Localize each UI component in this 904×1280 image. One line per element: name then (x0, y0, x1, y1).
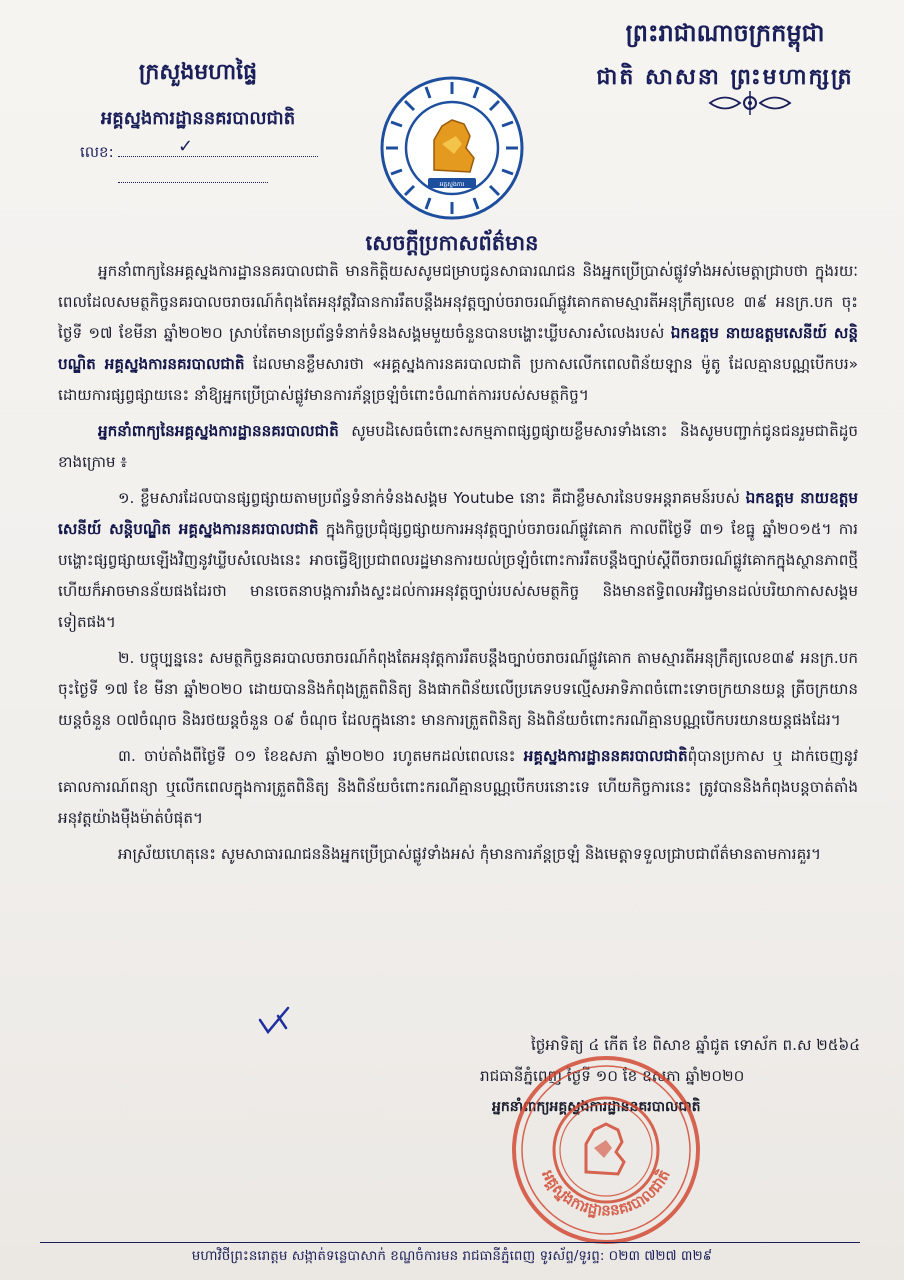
lunar-date: ថ្ងៃអាទិត្យ ៤ កើត ខែ ពិសាខ ឆ្នាំជូត ទោស័ក ព.ស ២៥៦៤ (530, 1036, 860, 1054)
place-and-date: រាជធានីភ្នំពេញ ថ្ងៃទី ១០ ខែ ឧសភា ឆ្នាំ២០២០ (480, 1067, 745, 1085)
paragraph-conclusion: អាស្រ័យហេតុនេះ សូមសាធារណជននិងអ្នកប្រើប្រាស់ផ្លូវទាំងអស់ កុំមានការភ័ន្តច្រឡំ និងមេត្តាទទួលជ្រាបជាព័ត៌មានតាមការគួរ។ (118, 845, 822, 863)
logo-caption: អគ្គស្នងការ (439, 181, 465, 188)
reference-number (80, 136, 318, 165)
paragraph-denial (58, 416, 858, 478)
official-name-bold: ឯកឧត្តម នាយឧត្តមសេនីយ៍ សន្តិបណ្ឌិត អគ្គស្នងការនគរបាលជាតិ (58, 324, 858, 373)
department-name: អគ្គស្នងការដ្ឋាននគរបាលជាតិ (100, 108, 296, 129)
right-header (560, 18, 890, 95)
kingdom-name: ព្រះរាជាណាចក្រកម្ពុជា (625, 19, 825, 47)
paragraph-intro (58, 256, 858, 411)
police-emblem-logo (378, 74, 526, 222)
left-header (48, 50, 348, 133)
signatory-title: អ្នកនាំពាក្យអគ្គស្នងការដ្ឋាននគរបាលជាតិ (492, 1099, 701, 1115)
paragraph-text: ៣. ចាប់តាំងពីថ្ងៃទី ០១ ខែឧសភា ឆ្នាំ២០២០ រហូតមកដល់ពេលនេះ (118, 747, 524, 765)
national-motto: ជាតិ សាសនា ព្រះមហាក្សត្រ (596, 65, 854, 90)
paragraph-text: សូមបដិសេធចំពោះសកម្មភាពផ្សព្វផ្សាយខ្លឹមសារទាំងនោះ និងសូមបញ្ជាក់ជូនជនរួមជាតិដូចខាងក្រោម ៖ (58, 422, 858, 471)
footer-divider (40, 1242, 860, 1243)
official-name-bold: ឯកឧត្តម នាយឧត្តមសេនីយ៍ សន្តិបណ្ឌិត អគ្គស្នងការនគរបាលជាតិ (58, 489, 858, 538)
paragraph-point-1 (58, 483, 858, 638)
paragraph-point-3 (58, 741, 858, 834)
footer-address: មហាវិថីព្រះនរោត្តម សង្កាត់ទន្លេបាសាក់ ខណ្ឌចំការមន រាជធានីភ្នំពេញ ទូរស័ព្ទ/ទូរព្ទ: ០២៣ ៧២៧ ៣២៩ (191, 1248, 713, 1264)
pen-mark-icon (256, 1002, 292, 1038)
document-body (58, 256, 858, 875)
document-title: សេចក្ដីប្រកាសព័ត៌មាន (365, 231, 539, 255)
paragraph-text: ពុំបានប្រកាស ឬ ដាក់ចេញនូវគោលការណ៍ពន្យា ឬលើកពេលក្នុងការត្រួតពិនិត្យ និងពិន័យចំពោះករណីគ្មានបណ្ណបើកបរនោះទេ ហើយកិច្ចការនេះ ត្រូវបាននិងកំពុងបន្តចាត់តាំងអនុវត្តយ៉ាងម៉ឺងម៉ាត់បំផុត។ (58, 747, 858, 827)
department-bold: អគ្គស្នងការដ្ឋាននគរបាលជាតិ (523, 747, 688, 765)
paragraph-text: ដែលមានខ្លឹមសារថា «អគ្គស្នងការនគរបាលជាតិ ប្រកាសលើកពេលពិន័យឡាន ម៉ូតូ ដែលគ្មានបណ្ណបើកបរ» ដោយការផ្សព្វផ្សាយនេះ នាំឱ្យអ្នកប្រើប្រាស់ផ្លូវមានការភ័ន្តច្រឡំចំពោះចំណាត់ការរបស់សមត្ថកិច្ច។ (58, 355, 858, 404)
paragraph-text: អ្នកនាំពាក្យនៃអគ្គស្នងការដ្ឋាននគរបាលជាតិ មានកិត្តិយសសូមជម្រាបជូនសាធារណជន និងអ្នកប្រើប្រាស់ផ្លូវទាំងអស់មេត្តាជ្រាបថា ក្នុងរយៈពេលដែលសមត្ថកិច្ចនគរបាលចរាចរណ៍កំពុងតែអនុវត្តវិធានការរឹតបន្តឹងអនុវត្តច្បាប់ចរាចរណ៍ផ្លូវគោកតាមស្មារតីអនុក្រឹត្យលេខ ៣៩ អនក្រ.បក ចុះថ្ងៃទី ១៧ ខែមីនា ឆ្នាំ២០២០ ស្រាប់តែមានប្រព័ន្ធទំនាក់ទំនងសង្គមមួយចំនួនបានបង្ហោះឃ្លីបសារសំលេងរបស់ (58, 262, 858, 342)
official-seal-stamp (508, 1052, 704, 1248)
paragraph-text: ១. ខ្លឹមសារដែលបានផ្សព្វផ្សាយតាមប្រព័ន្ធទំនាក់ទំនងសង្គម Youtube នោះ គឺជាខ្លឹមសារនៃបទអន្តរាគមន៍របស់ (118, 489, 746, 507)
paragraph-text: ក្នុងកិច្ចប្រជុំផ្សព្វផ្សាយការអនុវត្តច្បាប់ចរាចរណ៍ផ្លូវគោក កាលពីថ្ងៃទី ៣១ ខែធ្នូ ឆ្នាំ២០១៥។ ការបង្ហោះផ្សព្វផ្សាយឡើងវិញនូវឃ្លីបសំលេងនេះ អាចធ្វើឱ្យប្រជាពលរដ្ឋមានការយល់ច្រឡំចំពោះការរឹតបន្តឹងច្បាប់ស្ដីពីចរាចរណ៍ផ្លូវគោកក្នុងស្ថានភាពថ្មី ហើយក៏អាចមានន័យផងដែរថា មានចេតនាបង្កការរាំងស្ទះដល់ការអនុវត្តច្បាប់របស់សមត្ថកិច្ច និងមានឥទ្ធិពលអវិជ្ជមានដល់បរិយាកាសសង្គមទៀតផង។ (58, 520, 858, 631)
checkmark-icon: ✓ (178, 136, 194, 157)
paragraph-point-2: ២. បច្ចុប្បន្ននេះ សមត្ថកិច្ចនគរបាលចរាចរណ៍កំពុងតែអនុវត្តការរឹតបន្តឹងច្បាប់ចរាចរណ៍ផ្លូវគោក តាមស្មារតីអនុក្រឹត្យលេខ៣៩ អនក្រ.បក ចុះថ្ងៃទី ១៧ ខែ មីនា ឆ្នាំ២០២០ ដោយបាននិងកំពុងត្រួតពិនិត្យ និងផាកពិន័យលើប្រភេទបទល្មើសអាទិភាពចំពោះទោចក្រយានយន្ត ត្រីចក្រយានយន្តចំនួន ០៧ចំណុច និងរថយន្តចំនួន ០៩ ចំណុច ដែលក្នុងនោះ មានការត្រួតពិនិត្យ និងពិន័យចំពោះករណីគ្មានបណ្ណបើកបរយានយន្តផងដែរ។ (58, 649, 858, 729)
reference-dotted-line (118, 142, 318, 157)
ministry-name: ក្រសួងមហាផ្ទៃ (138, 60, 258, 85)
spokesperson-bold: អ្នកនាំពាក្យនៃអគ្គស្នងការដ្ឋាននគរបាលជាតិ (98, 422, 339, 440)
divider-line (118, 182, 268, 183)
ornament-icon (700, 88, 800, 118)
seal-text: អគ្គស្នងការដ្ឋាននគរបាលជាតិ (538, 1166, 674, 1220)
reference-label: លេខ: (80, 143, 114, 161)
